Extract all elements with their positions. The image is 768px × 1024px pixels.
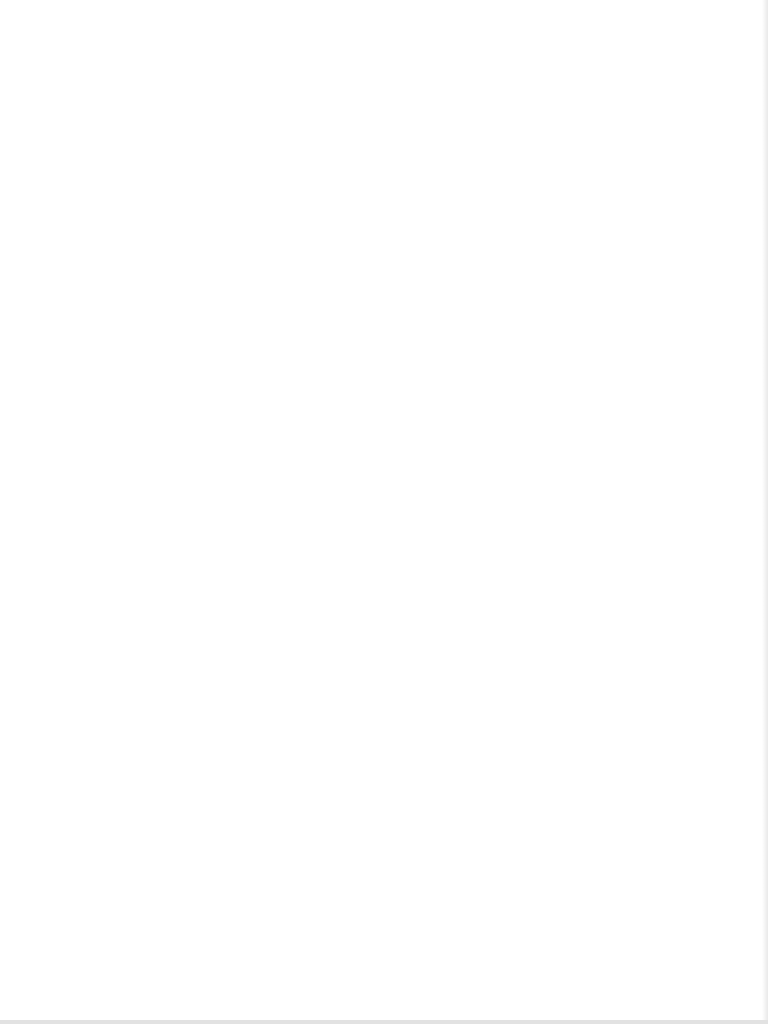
- section-heading: [150, 384, 190, 400]
- scan-edge: [762, 0, 768, 1024]
- scan-bottom-edge: [0, 1020, 768, 1024]
- chapter-heading: [150, 56, 224, 89]
